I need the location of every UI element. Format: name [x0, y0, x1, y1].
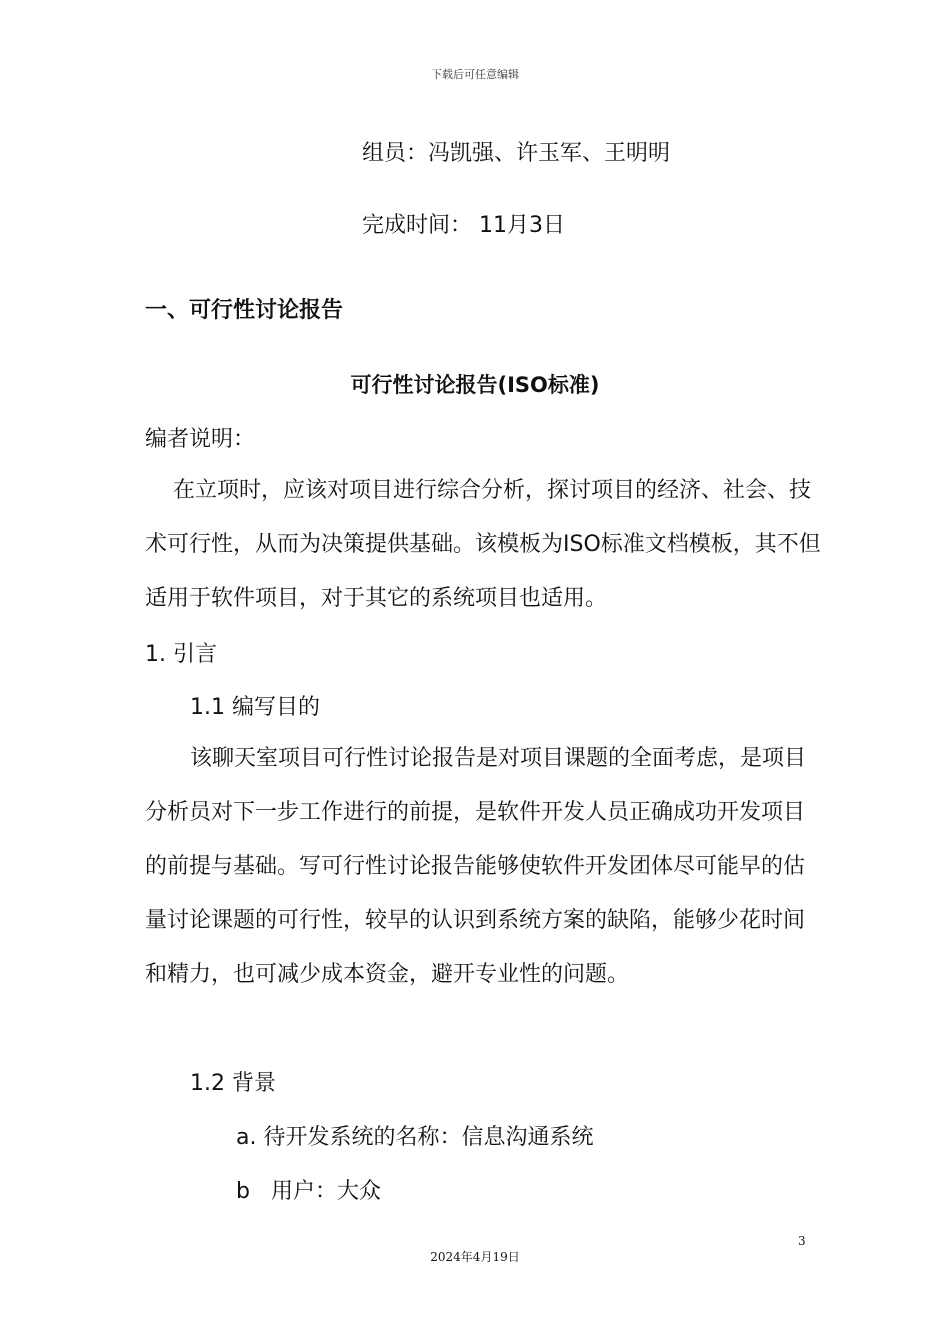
editor-note-paragraph: 在立项时，应该对项目进行综合分析，探讨项目的经济、社会、技术可行性，从而为决策提供基础。该模板为ISO标准文档模板，其不但适用于软件项目，对于其它的系统项目也适用。 — [145, 478, 821, 611]
background-heading: 1.2 背景 — [190, 1071, 276, 1096]
page-footer-date: 2024年4月19日 — [430, 1250, 520, 1264]
section-heading: 一、可行性讨论报告 — [145, 298, 344, 323]
background-item-b: b 用户：大众 — [236, 1179, 381, 1204]
completion-time: 完成时间： 11月3日 — [362, 213, 565, 238]
document-title: 可行性讨论报告(ISO标准) — [350, 373, 600, 397]
purpose-paragraph: 该聊天室项目可行性讨论报告是对项目课题的全面考虑，是项目分析员对下一步工作进行的前提，是软件开发人员正确成功开发项目的前提与基础。写可行性讨论报告能够使软件开发团体尽可能早的估量讨论课题的可行性，较早的认识到系统方案的缺陷，能够少花时间和精力，也可减少成本资金，避开专业性的问题。 — [145, 746, 807, 987]
members-line: 组员：冯凯强、许玉军、王明明 — [362, 141, 671, 166]
intro-heading: 1. 引言 — [145, 642, 217, 667]
page-number: 3 — [798, 1234, 806, 1248]
editor-note-label: 编者说明： — [145, 427, 256, 452]
background-item-a: a. 待开发系统的名称：信息沟通系统 — [236, 1125, 594, 1150]
page-header: 下载后可任意编辑 — [431, 68, 519, 81]
purpose-heading: 1.1 编写目的 — [190, 695, 320, 720]
